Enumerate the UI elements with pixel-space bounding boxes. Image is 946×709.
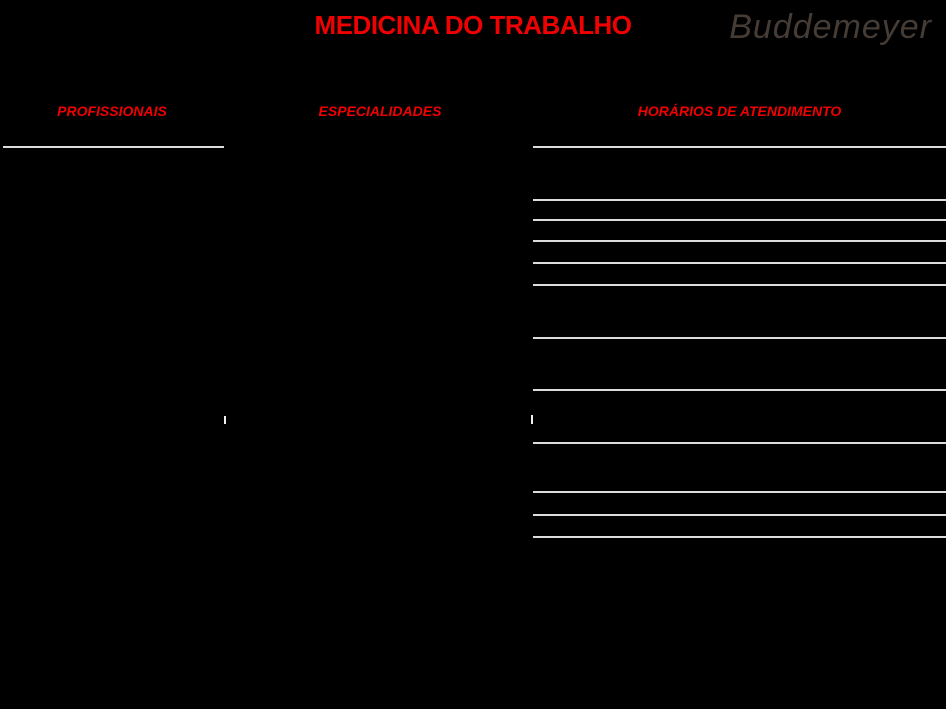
schedule-row-divider xyxy=(533,491,946,493)
cell-border-tick-left xyxy=(224,416,226,424)
column-header-profissionais: PROFISSIONAIS xyxy=(57,103,167,119)
horarios-header-underline xyxy=(533,146,946,148)
cell-border-tick-right xyxy=(531,415,533,424)
column-header-especialidades: ESPECIALIDADES xyxy=(318,103,442,119)
schedule-row-divider xyxy=(533,240,946,242)
page-title: MEDICINA DO TRABALHO xyxy=(314,10,632,40)
schedule-row-divider xyxy=(533,337,946,339)
schedule-row-divider xyxy=(533,514,946,516)
schedule-row-divider xyxy=(533,442,946,444)
schedule-row-divider xyxy=(533,262,946,264)
schedule-row-divider xyxy=(533,219,946,221)
buddemeyer-logo: Buddemeyer xyxy=(729,8,932,46)
profissionais-header-underline xyxy=(3,146,224,148)
schedule-row-divider xyxy=(533,199,946,201)
column-header-horarios: HORÁRIOS DE ATENDIMENTO xyxy=(637,103,842,119)
schedule-row-divider xyxy=(533,389,946,391)
schedule-row-divider xyxy=(533,536,946,538)
schedule-row-divider xyxy=(533,284,946,286)
